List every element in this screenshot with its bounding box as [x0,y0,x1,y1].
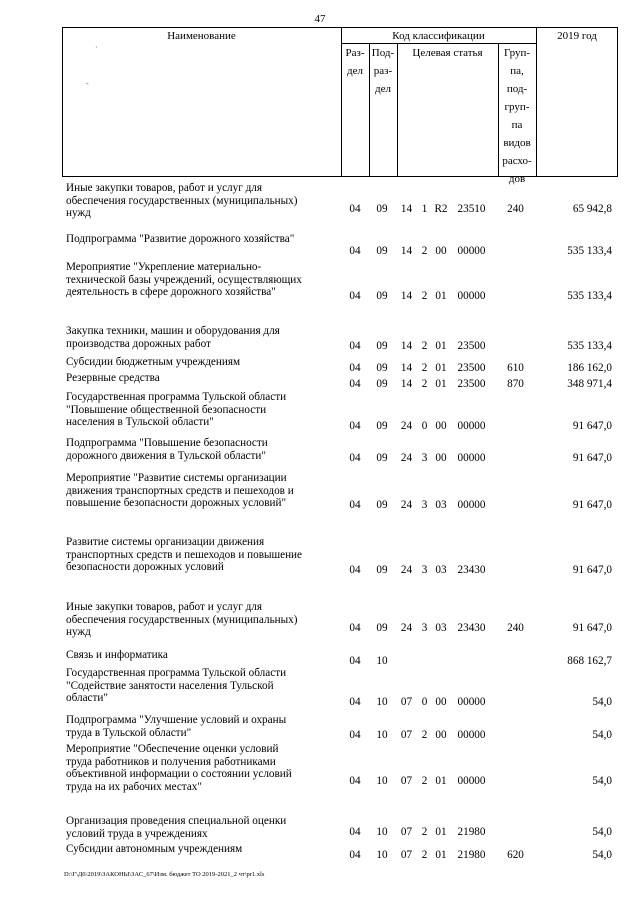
amount-2019: 91 647,0 [572,452,612,464]
target-subprogram: 2 [421,775,428,787]
target-program: 14 [400,378,413,390]
subsection-code: 09 [376,378,388,390]
amount-2019: 54,0 [592,696,612,708]
target-program: 24 [400,499,413,511]
amount-2019: 868 162,7 [567,655,612,667]
target-event: 03 [435,499,447,511]
target-subprogram: 3 [421,622,428,634]
target-event: 01 [435,775,447,787]
section-code: 04 [349,564,361,576]
header-target: Целевая статья [412,47,483,59]
target-program: 07 [400,729,413,741]
target-program: 07 [400,696,413,708]
header-code: Код классификации [392,30,485,42]
target-subprogram: 2 [421,340,428,352]
expense-group: 870 [507,378,524,390]
amount-2019: 535 133,4 [567,340,612,352]
subsection-code: 10 [376,775,388,787]
expense-group: 610 [507,362,524,374]
subsection-code: 10 [376,655,388,667]
amount-2019: 54,0 [592,826,612,838]
target-program: 24 [400,622,413,634]
target-subprogram: 2 [421,362,428,374]
section-code: 04 [349,622,361,634]
row-name: Подпрограмма "Повышение безопасности дорожного движения в Тульской области" [66,437,268,462]
target-program: 14 [400,340,413,352]
expense-group: 620 [507,849,524,861]
section-code: 04 [349,696,361,708]
amount-2019: 535 133,4 [567,245,612,257]
target-program: 24 [400,564,413,576]
row-name: Организация проведения специальной оценки условий труда в учреждениях [66,815,287,840]
page-number: 47 [314,13,326,25]
target-event: 00 [435,696,447,708]
row-name: Субсидии автономным учреждениям [66,843,243,855]
subsection-code: 09 [376,420,388,432]
subsection-code: 10 [376,729,388,741]
subsection-code: 09 [376,290,388,302]
subsection-code: 09 [376,340,388,352]
subsection-code: 09 [376,245,388,257]
row-name: Связь и информатика [66,649,168,661]
target-event: 00 [435,245,447,257]
header-group: Груп- па, под- груп- па видов расхо- дов [502,47,532,185]
subsection-code: 09 [376,564,388,576]
subsection-code: 09 [376,622,388,634]
target-event: 00 [435,452,447,464]
amount-2019: 348 971,4 [567,378,612,390]
section-code: 04 [349,378,361,390]
target-direction: 23500 [457,362,486,374]
section-code: 04 [349,826,361,838]
section-code: 04 [349,245,361,257]
target-event: 00 [435,420,447,432]
target-event: 01 [435,290,447,302]
stray-mark: - [86,79,89,88]
target-event: 03 [435,564,447,576]
target-direction: 21980 [457,849,486,861]
section-code: 04 [349,775,361,787]
target-event: 01 [435,849,447,861]
target-event: 00 [435,729,447,741]
section-code: 04 [349,499,361,511]
target-direction: 23500 [457,340,486,352]
target-direction: 00000 [457,245,486,257]
target-event: 01 [435,378,447,390]
section-code: 04 [349,340,361,352]
target-subprogram: 2 [421,729,428,741]
row-name: Иные закупки товаров, работ и услуг для обеспечения государственных (муниципальных) нужд [66,601,298,639]
target-event: R2 [434,203,448,215]
stray-mark: · [95,43,98,52]
target-direction: 00000 [457,420,486,432]
amount-2019: 54,0 [592,849,612,861]
row-name: Иные закупки товаров, работ и услуг для обеспечения государственных (муниципальных) нужд [66,182,298,220]
row-name: Мероприятие "Обеспечение оценки условий труда работников и получения работниками объективной информации о состоянии условий труда на их рабочих местах" [66,743,292,793]
row-name: Государственная программа Тульской области "Содействие занятости населения Тульской области" [66,667,287,705]
section-code: 04 [349,729,361,741]
header-section: Раз- дел [345,47,365,77]
row-name: Государственная программа Тульской области "Повышение общественной безопасности населения в Тульской области" [66,391,287,429]
amount-2019: 65 942,8 [572,203,612,215]
subsection-code: 09 [376,499,388,511]
target-direction: 00000 [457,696,486,708]
amount-2019: 535 133,4 [567,290,612,302]
expense-group: 240 [507,622,524,634]
target-direction: 00000 [457,290,486,302]
target-program: 07 [400,775,413,787]
target-direction: 00000 [457,499,486,511]
target-subprogram: 2 [421,245,428,257]
expense-group: 240 [507,203,524,215]
row-name: Мероприятие "Развитие системы организации движения транспортных средств и пешеходов и повышение безопасности дорожных условий" [66,472,294,510]
target-subprogram: 1 [421,203,428,215]
amount-2019: 91 647,0 [572,622,612,634]
subsection-code: 09 [376,452,388,464]
section-code: 04 [349,290,361,302]
section-code: 04 [349,362,361,374]
target-program: 14 [400,362,413,374]
target-subprogram: 2 [421,378,428,390]
amount-2019: 91 647,0 [572,420,612,432]
target-subprogram: 0 [421,696,428,708]
target-direction: 00000 [457,729,486,741]
amount-2019: 54,0 [592,729,612,741]
section-code: 04 [349,849,361,861]
target-direction: 23510 [457,203,486,215]
target-subprogram: 3 [421,564,428,576]
row-name: Подпрограмма "Улучшение условий и охраны труда в Тульской области" [66,714,287,739]
table-header [62,27,618,185]
target-program: 14 [400,245,413,257]
row-name: Мероприятие "Укрепление материально- технической базы учреждений, осуществляющих деятельность в сфере дорожного хозяйства" [66,261,302,299]
target-subprogram: 2 [421,849,428,861]
target-program: 24 [400,420,413,432]
target-event: 01 [435,340,447,352]
target-program: 07 [400,849,413,861]
target-program: 24 [400,452,413,464]
target-event: 03 [435,622,447,634]
row-name: Закупка техники, машин и оборудования для производства дорожных работ [66,325,280,350]
row-name: Резервные средства [66,372,160,384]
amount-2019: 91 647,0 [572,499,612,511]
target-subprogram: 3 [421,452,428,464]
target-direction: 21980 [457,826,486,838]
target-event: 01 [435,826,447,838]
header-subsection: Под- раз- дел [371,47,395,95]
amount-2019: 91 647,0 [572,564,612,576]
subsection-code: 09 [376,362,388,374]
target-program: 14 [400,203,413,215]
target-direction: 00000 [457,775,486,787]
target-direction: 23500 [457,378,486,390]
row-name: Подпрограмма "Развитие дорожного хозяйства" [66,233,295,245]
header-year: 2019 год [557,30,597,42]
target-program: 14 [400,290,413,302]
row-name: Развитие системы организации движения транспортных средств и пешеходов и повышение безопасности дорожных условий [66,536,303,574]
target-direction: 00000 [457,452,486,464]
target-direction: 23430 [457,564,486,576]
target-event: 01 [435,362,447,374]
target-program: 07 [400,826,413,838]
amount-2019: 54,0 [592,775,612,787]
section-code: 04 [349,452,361,464]
subsection-code: 10 [376,826,388,838]
subsection-code: 10 [376,696,388,708]
target-subprogram: 0 [421,420,428,432]
section-code: 04 [349,203,361,215]
section-code: 04 [349,420,361,432]
subsection-code: 09 [376,203,388,215]
target-subprogram: 3 [421,499,428,511]
row-name: Субсидии бюджетным учреждениям [66,356,241,368]
file-path-footer: D:\Г\Д6\2019\ЗАКОНЫ\ЗАС_67\Изм. бюджет ТО 2019-2021_2 чт\pr1.xls [64,871,265,878]
section-code: 04 [349,655,361,667]
subsection-code: 10 [376,849,388,861]
header-name: Наименование [167,30,236,42]
target-subprogram: 2 [421,826,428,838]
target-direction: 23430 [457,622,486,634]
target-subprogram: 2 [421,290,428,302]
amount-2019: 186 162,0 [567,362,612,374]
